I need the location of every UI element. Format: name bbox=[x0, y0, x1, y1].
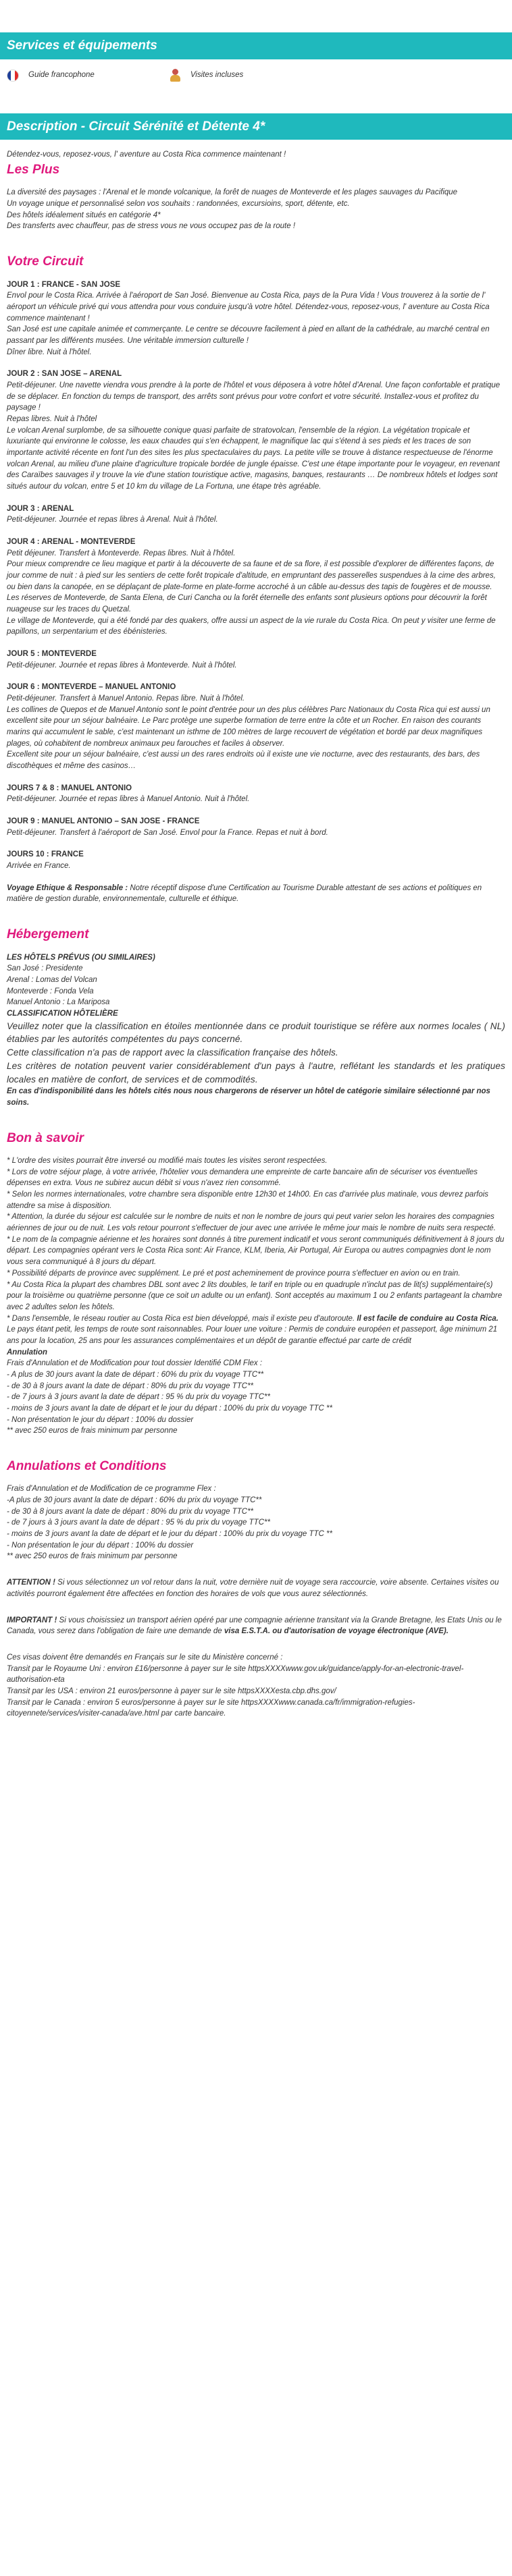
important-text: Si vous choisissiez un transport aérien opéré par une compagnie aérienne transitant via la Grande Bretagne, les Etats Unis ou le Canada, vous serez dans l'obligation de faire une demande de bbox=[7, 1616, 502, 1636]
day-6 bbox=[7, 682, 505, 771]
conditions-intro: Frais d'Annulation et de Modification de ce programme Flex : bbox=[7, 1485, 216, 1493]
conditions-line: - de 7 jours à 3 jours avant la date de départ : 95 % du prix du voyage TTC** bbox=[7, 1518, 270, 1527]
driving-bold: Il est facile de conduire au Costa Rica. bbox=[357, 1314, 498, 1323]
day-title: JOUR 2 : SAN JOSE – ARENAL bbox=[7, 370, 122, 379]
day-text: Dîner libre. Nuit à l'hôtel. bbox=[7, 348, 92, 356]
day-text: Le volcan Arenal surplombe, de sa silhouette conique quasi parfaite de stratovolcan, l'ensemble de la région. La végétation tropicale et luxuriante qui environne le colosse, les eaux chaudes qui s'en échappent, le magnifique lac qui s'étend à ses pieds et les traces de son importante activité récente en font l'un des sites les plus spectaculaires du pays. La petite ville se trouve à distance respectueuse de l'énorme volcan Arenal, au milieu d'une plaine d'agriculture tropicale bordée de jungle épaisse. C'est une étape importante pour le voyageur, en revenant des Caraïbes sauvages il y trouve la vie d'une station touristique active, magasins, banques, restaurants … De nombreux hôtels et lodges sont situés autour du volcan, entre 5 et 10 km du village de La Fortuna, une étape très agréable. bbox=[7, 426, 500, 491]
important-label: IMPORTANT ! bbox=[7, 1616, 57, 1624]
french-flag-icon bbox=[7, 70, 19, 82]
important-bold: visa E.S.T.A. ou d'autorisation de voyage électronique (AVE). bbox=[224, 1627, 449, 1636]
annulation-line: - de 7 jours à 3 jours avant la date de départ : 95 % du prix du voyage TTC** bbox=[7, 1393, 270, 1402]
driving-pre: * Dans l'ensemble, le réseau routier au Costa Rica est bien développé, mais il existe peu d'autoroute. bbox=[7, 1314, 357, 1323]
day-text: Les collines de Quepos et de Manuel Antonio sont le point d'entrée pour un des plus célèbres Parc Nationaux du Costa Rica qui est aussi un excellent site pour un séjour balnéaire. Le Parc protège une superbe formation de terre entre la côte et un Rocher. En raison des courants marins qui accumulent le sable, c'est maintenant un isthme de 100 mètres de large recouvert de végétation et bordé par deux magnifiques plages, où cohabitent de nombreux animaux peu farouches et faciles à observer. bbox=[7, 705, 490, 748]
day-1 bbox=[7, 279, 505, 358]
plus-section bbox=[7, 161, 505, 232]
day-text: Petit-déjeuner. Journée et repas libres à Arenal. Nuit à l'hôtel. bbox=[7, 516, 218, 524]
day-title: JOUR 6 : MONTEVERDE – MANUEL ANTONIO bbox=[7, 683, 176, 692]
day-text: Excellent site pour un séjour balnéaire, c'est aussi un des rares endroits où il existe une vie nocturne, avec des restaurants, des bars, des discothèques et même des casinos… bbox=[7, 750, 480, 771]
ethic-paragraph bbox=[7, 883, 505, 905]
classification-note: En cas d'indisponibilité dans les hôtels cités nous nous chargerons de réserver un hôtel de catégorie similaire sélectionné par nos soins. bbox=[7, 1087, 490, 1107]
services-header: Services et équipements bbox=[0, 32, 512, 59]
day-text: Arrivée en France. bbox=[7, 862, 71, 871]
conditions-line: - moins de 3 jours avant la date de départ et le jour du départ : 100% du prix du voyage TTC ** bbox=[7, 1530, 333, 1539]
attention-label: ATTENTION ! bbox=[7, 1579, 55, 1587]
plus-title: Les Plus bbox=[7, 162, 60, 177]
bon-a-savoir-title: Bon à savoir bbox=[7, 1130, 84, 1145]
classification-text: Les critères de notation peuvent varier considérablement d'un pays à l'autre, reflétant les standards et les pratiques locales en matière de confort, de services et de commodités. bbox=[7, 1060, 505, 1085]
visa-line: Ces visas doivent être demandés en Français sur le site du Ministère concerné : bbox=[7, 1653, 283, 1662]
day-text: Petit-déjeuner. Transfert à Manuel Antonio. Repas libre. Nuit à l'hôtel. bbox=[7, 694, 245, 703]
day-title: JOURS 7 & 8 : MANUEL ANTONIO bbox=[7, 784, 132, 792]
conditions-title: Annulations et Conditions bbox=[7, 1458, 167, 1473]
note-line: * Selon les normes internationales, votre chambre sera disponible entre 12h30 et 14h00. En cas d'arrivée plus matinale, vous devrez parfois attendre sa mise à disposition. bbox=[7, 1190, 489, 1210]
service-label: Visites incluses bbox=[190, 71, 244, 80]
conditions-note: ** avec 250 euros de frais minimum par personne bbox=[7, 1552, 178, 1561]
note-line: * Au Costa Rica la plupart des chambres DBL sont avec 2 lits doubles, le tarif en triple ou en quadruple n'inclut pas de lit(s) supplémentaire(s) pour la troisième ou quatrième personne (que ce soit un adulte ou un enfant). Sont acceptés au maximum 1 ou 2 enfants partageant la chambre avec 2 adultes selon les hôtels. bbox=[7, 1280, 503, 1311]
day-text: Le village de Monteverde, qui a été fondé par des quakers, offre aussi un aspect de la vie rurale du Costa Rica. On peut y visiter une ferme de papillons, un serpentarium et des ébénisteries. bbox=[7, 616, 496, 636]
important-paragraph bbox=[7, 1615, 505, 1637]
day-text: Pour mieux comprendre ce lieu magique et partir à la découverte de sa faune et de sa flore, il est possible d'explorer de différentes façons, de jour comme de nuit : à pied sur les sentiers de cette forêt tropicale d'altitude, en empruntant des passerelles suspendues à la cime des arbres, ou bien dans la canopée, en se déplaçant de plate-forme en plate-forme accroché à un câble au-dessus des tapis de fougères et de mousse. bbox=[7, 560, 496, 591]
note-line: * Le nom de la compagnie aérienne et les horaires sont donnés à titre purement indicatif et vous seront communiqués définitivement à 8 jours du départ. Les compagnies opérant vers le Costa Rica sont: Air France, KLM, Iberia, Air Portugal, Air Europa ou autres compagnies dont le nom vous sera communiqué à 8 jours du départ. bbox=[7, 1235, 505, 1267]
hotel-item: Manuel Antonio : La Mariposa bbox=[7, 998, 110, 1007]
day-title: JOUR 5 : MONTEVERDE bbox=[7, 650, 97, 659]
day-10 bbox=[7, 849, 505, 871]
service-visits bbox=[169, 69, 243, 82]
service-label: Guide francophone bbox=[28, 71, 95, 80]
classification-title: CLASSIFICATION HÔTELIÈRE bbox=[7, 1010, 118, 1018]
annulation-title: Annulation bbox=[7, 1348, 48, 1356]
note-line: * Attention, la durée du séjour est calculée sur le nombre de nuits et non le nombre de jours qui peut varier selon les horaires des compagnies aériennes de jour ou de nuit. Les vols retour pourront s'effectuer de jour avec une arrivée le même jour mais le nombre de nuits sera respecté. bbox=[7, 1213, 496, 1233]
note-line: * Possibilité départs de province avec supplément. Le pré et post acheminement de province pourra s'effectuer en avion ou en train. bbox=[7, 1269, 461, 1278]
lodging-title: LES HÔTELS PRÉVUS (OU SIMILAIRES) bbox=[7, 953, 155, 962]
service-french-guide bbox=[7, 70, 95, 82]
conditions-section bbox=[7, 1457, 505, 1720]
day-title: JOURS 10 : FRANCE bbox=[7, 850, 84, 859]
hotel-item: Monteverde : Fonda Vela bbox=[7, 987, 94, 995]
description-header: Description - Circuit Sérénité et Détente 4* bbox=[0, 113, 512, 140]
day-title: JOUR 4 : ARENAL - MONTEVERDE bbox=[7, 537, 136, 546]
day-5 bbox=[7, 649, 505, 671]
day-3 bbox=[7, 503, 505, 526]
plus-line: Des transferts avec chauffeur, pas de stress vous ne vous occupez pas de la route ! bbox=[7, 222, 296, 231]
note-line: * L'ordre des visites pourrait être inversé ou modifié mais toutes les visites seront respectées. bbox=[7, 1157, 328, 1166]
annulation-line: - A plus de 30 jours avant la date de départ : 60% du prix du voyage TTC** bbox=[7, 1370, 264, 1379]
day-title: JOUR 1 : FRANCE - SAN JOSE bbox=[7, 280, 121, 289]
conditions-line: - de 30 à 8 jours avant la date de départ : 80% du prix du voyage TTC** bbox=[7, 1507, 254, 1516]
annulation-note: ** avec 250 euros de frais minimum par personne bbox=[7, 1427, 178, 1435]
visa-line: Transit par le Canada : environ 5 euros/personne à payer sur le site httpsXXXXwww.canada.ca/fr/immigration-refugies-citoyennete/services/visiter-canada/ave.html par carte bancaire. bbox=[7, 1698, 415, 1718]
services-list bbox=[0, 69, 512, 96]
day-text: Petit-déjeuner. Une navette viendra vous prendre à la porte de l'hôtel et vous déposera à votre hôtel d'Arenal. Une façon confortable et pratique de se déplacer. En fonction du temps de transport, des arrêts sont prévus pour votre confort et votre sécurité. Installez-vous et profitez du paysage ! bbox=[7, 381, 501, 412]
day-text: Repas libres. Nuit à l'hôtel bbox=[7, 414, 97, 423]
ethic-text: Notre réceptif dispose d'une Certification au Tourisme Durable attestant de ses actions et politiques en matière de gestion durable, environnementale, culturelle et éthique. bbox=[7, 883, 482, 904]
bon-a-savoir-section bbox=[7, 1129, 505, 1437]
day-9 bbox=[7, 816, 505, 838]
hotel-item: San José : Presidente bbox=[7, 964, 83, 973]
annulation-line: - de 30 à 8 jours avant la date de départ : 80% du prix du voyage TTC** bbox=[7, 1381, 254, 1390]
visa-line: Transit par le Royaume Uni : environ £16/personne à payer sur le site httpsXXXXwww.gov.uk/guidance/apply-for-an-electronic-travel-authorisation-eta bbox=[7, 1664, 464, 1684]
day-text: San José est une capitale animée et commerçante. Le centre se découvre facilement à pied en allant de la cathédrale, au marché central en passant par les différents musées. Une véritable immersion culturelle ! bbox=[7, 325, 490, 345]
conditions-line: -A plus de 30 jours avant la date de départ : 60% du prix du voyage TTC** bbox=[7, 1496, 262, 1505]
driving-note bbox=[7, 1313, 505, 1347]
circuit-section bbox=[7, 252, 505, 905]
day-text: Petit déjeuner. Transfert à Monteverde. Repas libres. Nuit à l'hôtel. bbox=[7, 549, 236, 557]
day-2 bbox=[7, 368, 505, 492]
day-7-8 bbox=[7, 783, 505, 805]
classification-text: Cette classification n'a pas de rapport avec la classification française des hôtels. bbox=[7, 1047, 338, 1058]
annulation-line: - moins de 3 jours avant la date de départ et le jour du départ : 100% du prix du voyage TTC ** bbox=[7, 1404, 333, 1413]
conditions-line: - Non présentation le jour du départ : 100% du dossier bbox=[7, 1541, 194, 1550]
day-text: Envol pour le Costa Rica. Arrivée à l'aéroport de San José. Bienvenue au Costa Rica, pays de la Pura Vida ! Vous trouverez à la sortie de l' aéroport un véhicule privé qui vous attendra pour vous conduire jusqu'à votre hôtel. Détendez-vous, reposez-vous, l' aventure au Costa Rica commence maintenant ! bbox=[7, 292, 490, 323]
guide-person-icon bbox=[169, 69, 181, 82]
driving-post: Le pays étant petit, les temps de route sont raisonnables. Pour louer une voiture : Permis de conduire européen et passeport, âge minimum 21 ans pour la location, 25 ans pour les assurances complémentaires et un dépôt de garantie effectué par carte de crédit bbox=[7, 1325, 498, 1345]
hebergement-section bbox=[7, 925, 505, 1108]
day-4 bbox=[7, 537, 505, 638]
hebergement-title: Hébergement bbox=[7, 927, 89, 942]
plus-line: La diversité des paysages : l'Arenal et le monde volcanique, la forêt de nuages de Monteverde et les plages sauvages du Pacifique bbox=[7, 188, 458, 197]
day-text: Petit-déjeuner. Transfert à l'aéroport de San José. Envol pour la France. Repas et nuit à bord. bbox=[7, 828, 328, 837]
plus-line: Des hôtels idéalement situés en catégorie 4* bbox=[7, 211, 161, 219]
circuit-title: Votre Circuit bbox=[7, 254, 84, 269]
annulation-intro: Frais d'Annulation et de Modification pour tout dossier Identifié CDM Flex : bbox=[7, 1359, 263, 1368]
day-text: Les réserves de Monteverde, de Santa Elena, de Curi Cancha ou la forêt éternelle des enfants sont plusieurs options pour découvrir la forêt nuageuse sur les traces du Quetzal. bbox=[7, 594, 487, 614]
annulation-line: - Non présentation le jour du départ : 100% du dossier bbox=[7, 1415, 194, 1424]
attention-text: Si vous sélectionnez un vol retour dans la nuit, votre dernière nuit de voyage sera raccourcie, voire absente. Certaines visites ou activités pourront également être affectées en fonction des horaires de vols que vous aurez sélectionnés. bbox=[7, 1579, 499, 1598]
plus-line: Un voyage unique et personnalisé selon vos souhaits : randonnées, excursioins, sport, détente, etc. bbox=[7, 199, 350, 208]
day-text: Petit-déjeuner. Journée et repas libres à Manuel Antonio. Nuit à l'hôtel. bbox=[7, 795, 250, 804]
hotel-item: Arenal : Lomas del Volcan bbox=[7, 976, 97, 985]
description-intro: Détendez-vous, reposez-vous, l' aventure au Costa Rica commence maintenant ! bbox=[7, 150, 286, 159]
visa-line: Transit par les USA : environ 21 euros/personne à payer sur le site httpsXXXXesta.cbp.dhs.gov/ bbox=[7, 1687, 336, 1695]
classification-text: Veuillez noter que la classification en étoiles mentionnée dans ce produit touristique se réfère aux normes locales ( NL) établies par les autorités compétentes du pays concerné. bbox=[7, 1020, 505, 1045]
note-line: * Lors de votre séjour plage, à votre arrivée, l'hôtelier vous demandera une empreinte de carte bancaire afin de sécuriser vos éventuelles dépenses en extra. Vous ne subirez aucun débit si vous n'avez rien consommé. bbox=[7, 1168, 478, 1188]
attention-paragraph bbox=[7, 1577, 505, 1599]
ethic-label: Voyage Ethique & Responsable : bbox=[7, 883, 128, 892]
day-title: JOUR 3 : ARENAL bbox=[7, 504, 74, 513]
day-title: JOUR 9 : MANUEL ANTONIO – SAN JOSE - FRANCE bbox=[7, 817, 200, 826]
day-text: Petit-déjeuner. Journée et repas libres à Monteverde. Nuit à l'hôtel. bbox=[7, 661, 237, 669]
